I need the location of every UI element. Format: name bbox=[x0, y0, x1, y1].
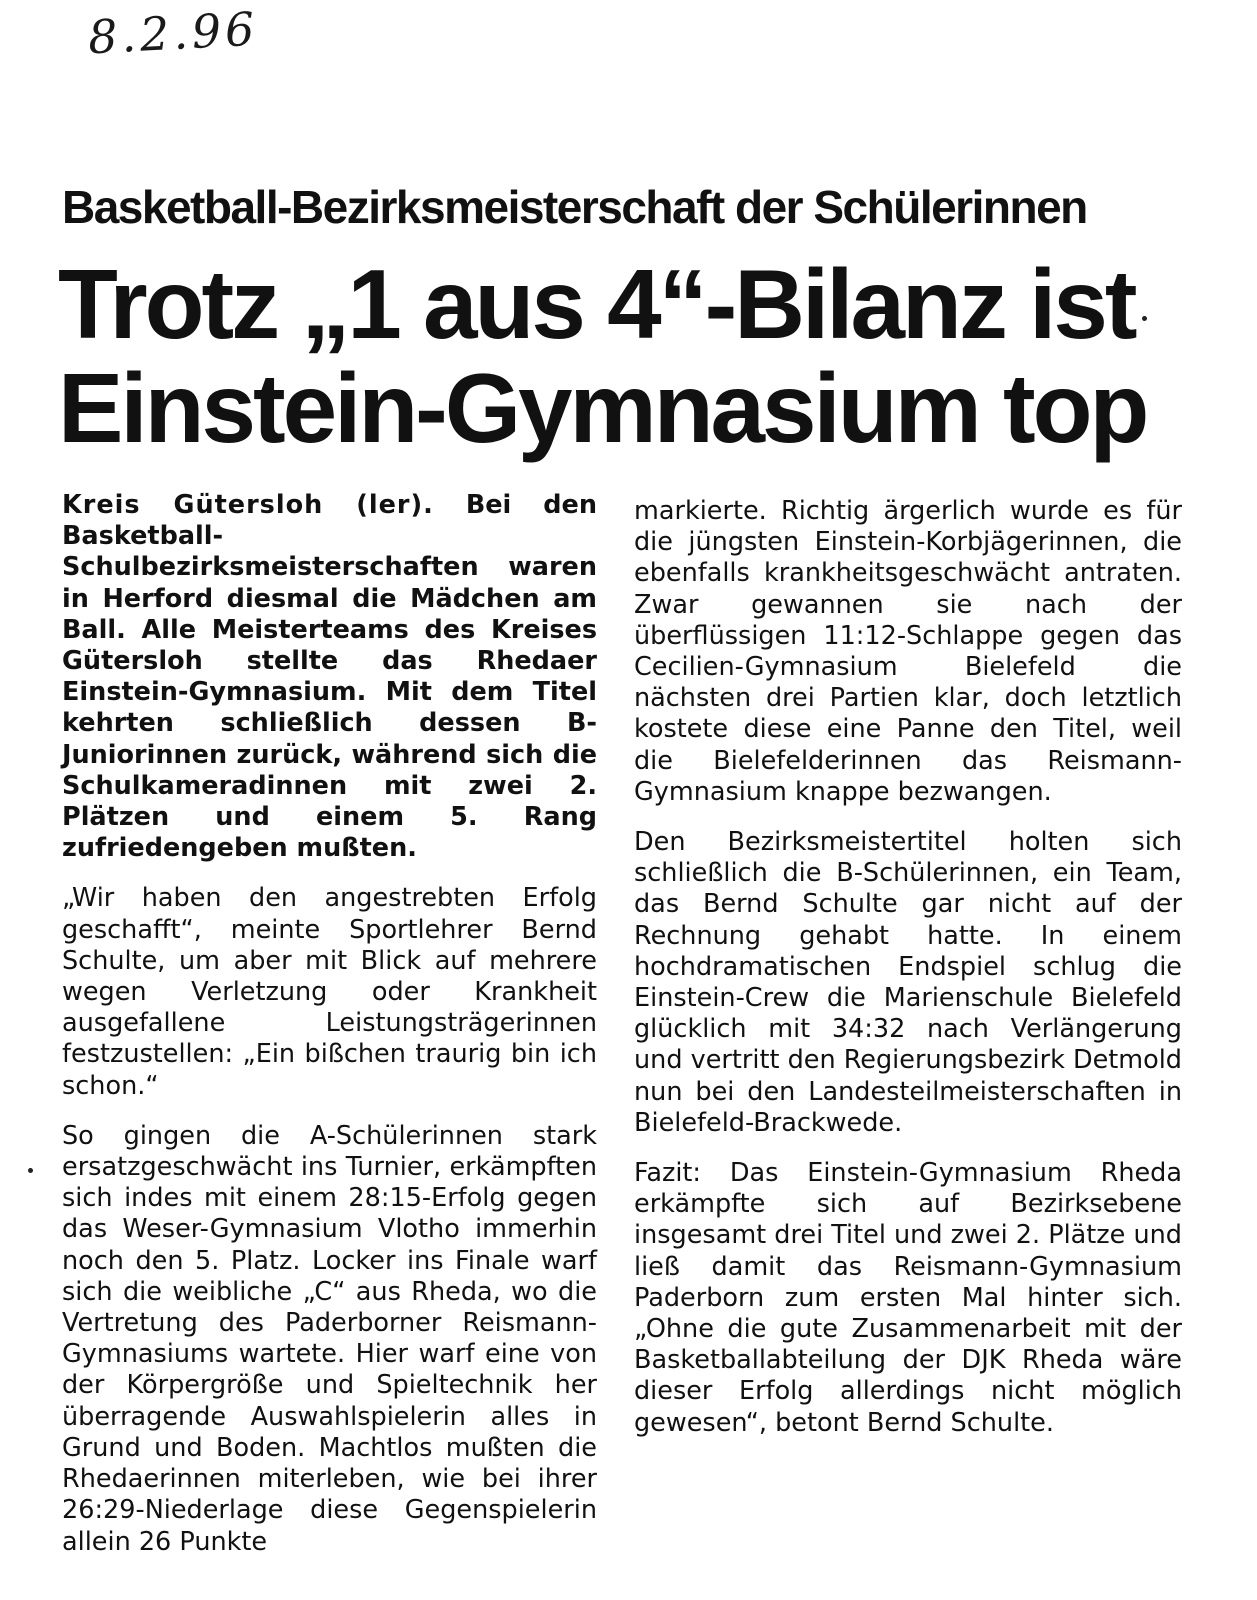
article-column-left bbox=[62, 490, 597, 1577]
paragraph-a-team: So gingen die A-Schülerinnen stark ersatzgeschwächt ins Turnier, erkämpften sich indes mit einem 28:15-Erfolg gegen das Weser-Gymnasium Vlotho immerhin noch den 5. Platz. Locker ins Finale warf sich die weibliche „C“ aus Rheda, wo die Vertretung des Paderborner Reismann-Gymnasiums wartete. Hier warf eine von der Körpergröße und Spieltechnik her überragende Auswahlspielerin alles in Grund und Boden. Machtlos mußten die Rhedaerinnen miterleben, wie bei ihrer 26:29-Niederlage diese Gegenspielerin allein 26 Punkte bbox=[62, 1120, 597, 1557]
scan-speck bbox=[1142, 316, 1147, 321]
paragraph-b-team: Den Bezirksmeistertitel holten sich schließlich die B-Schülerinnen, ein Team, das Bernd Schulte gar nicht auf der Rechnung gehabt hatte. In einem hochdramatischen Endspiel schlug die Einstein-Crew die Marienschule Bielefeld glücklich mit 34:32 nach Verlängerung und vertritt den Regierungsbezirk Detmold nun bei den Landesteilmeisterschaften in Bielefeld-Brackwede. bbox=[634, 827, 1182, 1138]
scan-speck bbox=[28, 1168, 33, 1173]
article-kicker: Basketball-Bezirksmeisterschaft der Schülerinnen bbox=[62, 181, 1087, 233]
headline-line-1: Trotz „1 aus 4“-Bilanz ist bbox=[58, 249, 1135, 359]
dateline: Kreis Gütersloh (ler). bbox=[62, 490, 434, 520]
article-headline bbox=[58, 249, 1178, 463]
paragraph-conclusion: Fazit: Das Einstein-Gymnasium Rheda erkämpfte sich auf Bezirksebene insgesamt drei Titel und zwei 2. Plätze und ließ damit das Reismann-Gymnasium Paderborn zum ersten Mal hinter sich. „Ohne die gute Zusammenarbeit mit der Basketballabteilung der DJK Rheda wäre dieser Erfolg allerdings nicht möglich gewesen“, betont Bernd Schulte. bbox=[634, 1158, 1182, 1438]
headline-line-2: Einstein-Gymnasium top bbox=[58, 353, 1147, 463]
paragraph-quote: „Wir haben den angestrebten Erfolg geschafft“, meinte Sportlehrer Bernd Schulte, um aber mit Blick auf mehrere wegen Verletzung oder Krankheit ausgefallene Leistungsträgerinnen festzustellen: „Ein bißchen traurig bin ich schon.“ bbox=[62, 883, 597, 1101]
paragraph-c-team: markierte. Richtig ärgerlich wurde es für die jüngsten Einstein-Korbjägerinnen, die ebenfalls krankheitsgeschwächt antraten. Zwar gewannen sie nach der überflüssigen 11:12-Schlappe gegen das Cecilien-Gymnasium Bielefeld die nächsten drei Partien klar, doch letztlich kostete diese eine Panne den Titel, weil die Bielefelderinnen das Reismann-Gymnasium knappe bezwangen. bbox=[634, 496, 1182, 807]
article-column-right bbox=[634, 496, 1182, 1458]
lead-text: Bei den Basketball-Schulbezirksmeisterschaften waren in Herford diesmal die Mädchen am Ball. Alle Meisterteams des Kreises Gütersloh stellte das Rhedaer Einstein-Gymnasium. Mit dem Titel kehrten schließlich dessen B-Juniorinnen zurück, während sich die Schulkameradinnen mit zwei 2. Plätzen und einem 5. Rang zufriedengeben mußten. bbox=[62, 490, 597, 864]
handwritten-date: 8.2.96 bbox=[86, 1, 260, 65]
lead-paragraph bbox=[62, 490, 597, 864]
